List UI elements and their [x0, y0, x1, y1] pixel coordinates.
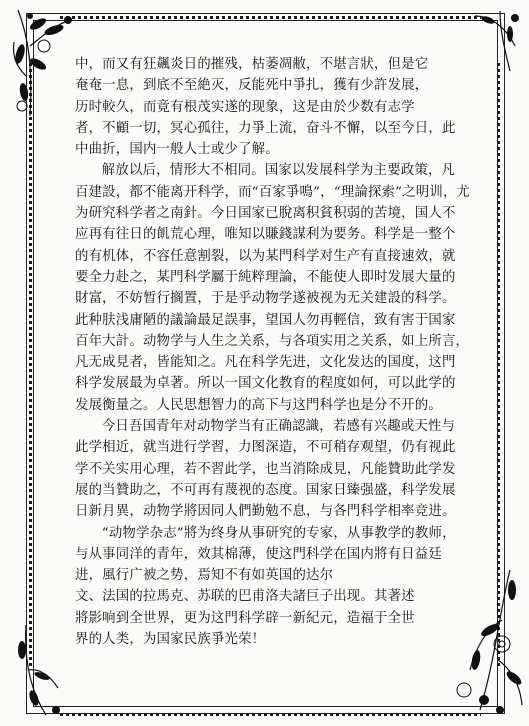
- text-line: 科学发展最为卓著。所以一国文化教育的程度如何，可以此学的: [75, 376, 456, 392]
- text-line: 界的人类，为国家民族爭光荣！: [75, 632, 266, 648]
- left-chain-border: [29, 60, 32, 666]
- text-line: 中，而又有狂飆炎日的摧残，枯萎凋敝，不堪言狀，但是它: [75, 57, 429, 72]
- text-line: 发展衡量之。人民思想智力的高下与这門科学也是分不开的。: [75, 397, 442, 413]
- bottom-left-floral-ornament: [6, 620, 66, 720]
- text-line: 此学相近，就当进行学習，力图深造，不可稍存观望，仍有视此: [75, 440, 456, 456]
- paragraph-liberation: [75, 160, 493, 416]
- text-line: 此种肤浅庸陋的議論最足誤事，望国人勿再輕信，致有害于国家: [75, 312, 456, 328]
- text-line: 將影响到全世界，更为这門科学辟一新紀元，造福于全世: [75, 610, 415, 626]
- text-line: 百建設，都不能离开科学，而“百家爭鳴”，“理論探索”之明训，尤: [75, 184, 471, 200]
- text-line: 百年大計。动物学与人生之关系，与各項实用之关系，如上所言，: [75, 333, 470, 349]
- bottom-chain-border: [60, 713, 481, 716]
- text-line: 解放以后，情形大不相同。国家以发展科学为主要政策，凡: [101, 163, 456, 179]
- text-line: 展的当贊助之，不可再有蔑视的态度。国家日臻强盛，科学发展: [75, 482, 456, 498]
- text-line: 中曲折，国内一般人士或少了解。: [75, 142, 279, 158]
- text-line: 凡无成見者，皆能知之。凡在科学先进，文化发达的国度，这門: [75, 355, 456, 371]
- text-line: 为研究科学者之南針。今日国家已脫离积貧积弱的苦境，国人不: [75, 206, 456, 222]
- text-line: “动物学杂志”將为终身从事研究的专家，从事教学的教师，: [101, 525, 456, 541]
- text-line: 进，風行广被之势，焉知不有如英国的达尔: [75, 568, 334, 584]
- text-line: 文、法国的拉馬克、苏联的巴甫洛夫諸巨子出现。其著述: [75, 589, 415, 605]
- paragraph-journal: [75, 523, 493, 651]
- text-line: 的有机体，不容任意割裂，以为某門科学对生产有直接速效，就: [75, 248, 456, 264]
- text-line: 历时較久，而竟有根茂实遂的现象，这是由於少数有志学: [75, 99, 415, 115]
- text-line: 要全力赴之，某門科学屬于純粹理論，不能使人即时发展大量的: [75, 269, 456, 285]
- text-line: 者，不顧一切，冥心孤往，力爭上流，奋斗不懈，以至今日，此: [75, 120, 456, 136]
- text-line: 学不关实用心理，若不習此学，也当消除成見，凡能贊助此学发: [75, 461, 456, 477]
- text-line: 財富，不妨暂行搁置，于是乎动物学遂被视为无关建設的科学。: [75, 291, 456, 307]
- text-line: 今日吾国青年对动物学当有正确認識，若感有兴趣或天性与: [101, 419, 456, 435]
- paragraph-youth: [75, 416, 493, 522]
- text-line: 日新月異，动物学將因同人們勤勉不息，与各門科学相率竞进。: [75, 504, 456, 520]
- text-line: 奄奄一息，到底不至絶灭，反能死中爭扎，獲有少許发展，: [75, 78, 429, 94]
- top-chain-border: [60, 16, 481, 19]
- paragraph-continuation: [75, 54, 493, 160]
- text-line: 应再有往日的飢荒心理，唯知以賺錢謀利为要务。科学是一整个: [75, 227, 456, 243]
- article-body: [75, 54, 493, 694]
- text-line: 与从事同洋的青年，效其棉薄，使这門科学在国内將有日益廷: [75, 546, 442, 562]
